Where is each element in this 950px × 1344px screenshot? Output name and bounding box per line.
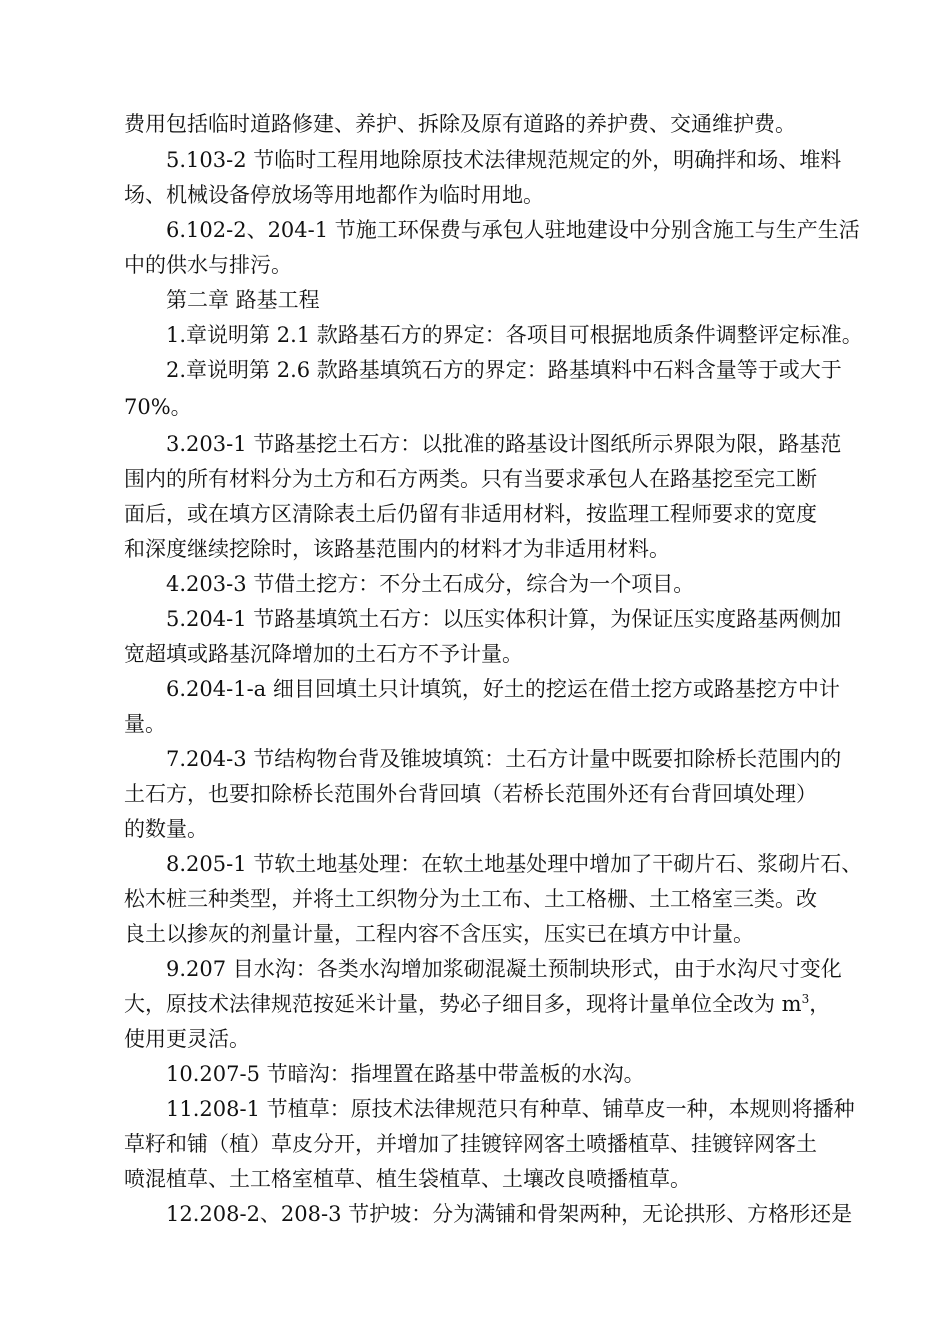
text-line-29: 11.208-1 节植草：原技术法律规范只有种草、铺草皮一种，本规则将播种 (166, 1097, 855, 1121)
superscript-3: 3 (801, 992, 810, 1006)
text-line-17: 6.204-1-a 细目回填土只计填筑，好土的挖运在借土挖方或路基挖方中计 (166, 677, 840, 701)
text-line-3: 场、机械设备停放场等用地都作为临时用地。 (124, 183, 544, 207)
text-line-27: 使用更灵活。 (124, 1027, 250, 1051)
chapter-heading: 第二章 路基工程 (166, 288, 320, 312)
text-line-32: 12.208-2、208-3 节护坡：分为满铺和骨架两种，无论拱形、方格形还是 (166, 1202, 853, 1226)
text-line-20: 土石方，也要扣除桥长范围外台背回填（若桥长范围外还有台背回填处理） (124, 782, 817, 806)
text-line-7: 1.章说明第 2.1 款路基石方的界定：各项目可根据地质条件调整评定标准。 (166, 323, 863, 347)
text-line-16: 宽超填或路基沉降增加的土石方不予计量。 (124, 642, 523, 666)
text-line-18: 量。 (124, 712, 166, 736)
trailing-comma: ， (809, 992, 831, 1016)
text-line-12: 面后，或在填方区清除表土后仍留有非适用材料，按监理工程师要求的宽度 (124, 502, 817, 526)
text-line-22: 8.205-1 节软土地基处理：在软土地基处理中增加了干砌片石、浆砌片石、 (166, 852, 863, 876)
text-line-2: 5.103-2 节临时工程用地除原技术法律规范规定的外，明确拌和场、堆料 (166, 148, 842, 172)
text-line-25: 9.207 目水沟：各类水沟增加浆砌混凝土预制块形式，由于水沟尺寸变化 (166, 957, 842, 981)
text-line-26 (124, 991, 830, 1017)
text-line-1: 费用包括临时道路修建、养护、拆除及原有道路的养护费、交通维护费。 (124, 112, 796, 136)
text-line-4: 6.102-2、204-1 节施工环保费与承包人驻地建设中分别含施工与生产生活 (166, 218, 860, 242)
text-line-13: 和深度继续挖除时，该路基范围内的材料才为非适用材料。 (124, 537, 670, 561)
text-line-8: 2.章说明第 2.6 款路基填筑石方的界定：路基填料中石料含量等于或大于 (166, 358, 842, 382)
text-line-30: 草籽和铺（植）草皮分开，并增加了挂镀锌网客土喷播植草、挂镀锌网客土 (124, 1132, 817, 1156)
text-line-31: 喷混植草、土工格室植草、植生袋植草、土壤改良喷播植草。 (124, 1167, 691, 1191)
text-line-19: 7.204-3 节结构物台背及锥坡填筑：土石方计量中既要扣除桥长范围内的 (166, 747, 842, 771)
text-line-15: 5.204-1 节路基填筑土石方：以压实体积计算，为保证压实度路基两侧加 (166, 607, 842, 631)
text-line-23: 松木桩三种类型，并将土工织物分为土工布、土工格栅、土工格室三类。改 (124, 887, 817, 911)
text-line-9: 70%。 (124, 395, 192, 419)
text-line-5: 中的供水与排污。 (124, 253, 292, 277)
text-line-21: 的数量。 (124, 817, 208, 841)
text-line-10: 3.203-1 节路基挖土石方：以批准的路基设计图纸所示界限为限，路基范 (166, 432, 842, 456)
text-line-24: 良土以掺灰的剂量计量，工程内容不含压实，压实已在填方中计量。 (124, 922, 754, 946)
text-line-26-main: 大，原技术法律规范按延米计量，势必子细目多，现将计量单位全改为 m (124, 992, 802, 1016)
text-line-14: 4.203-3 节借土挖方：不分土石成分，综合为一个项目。 (166, 572, 695, 596)
text-line-28: 10.207-5 节暗沟：指埋置在路基中带盖板的水沟。 (166, 1062, 645, 1086)
text-line-11: 围内的所有材料分为土方和石方两类。只有当要求承包人在路基挖至完工断 (124, 467, 817, 491)
